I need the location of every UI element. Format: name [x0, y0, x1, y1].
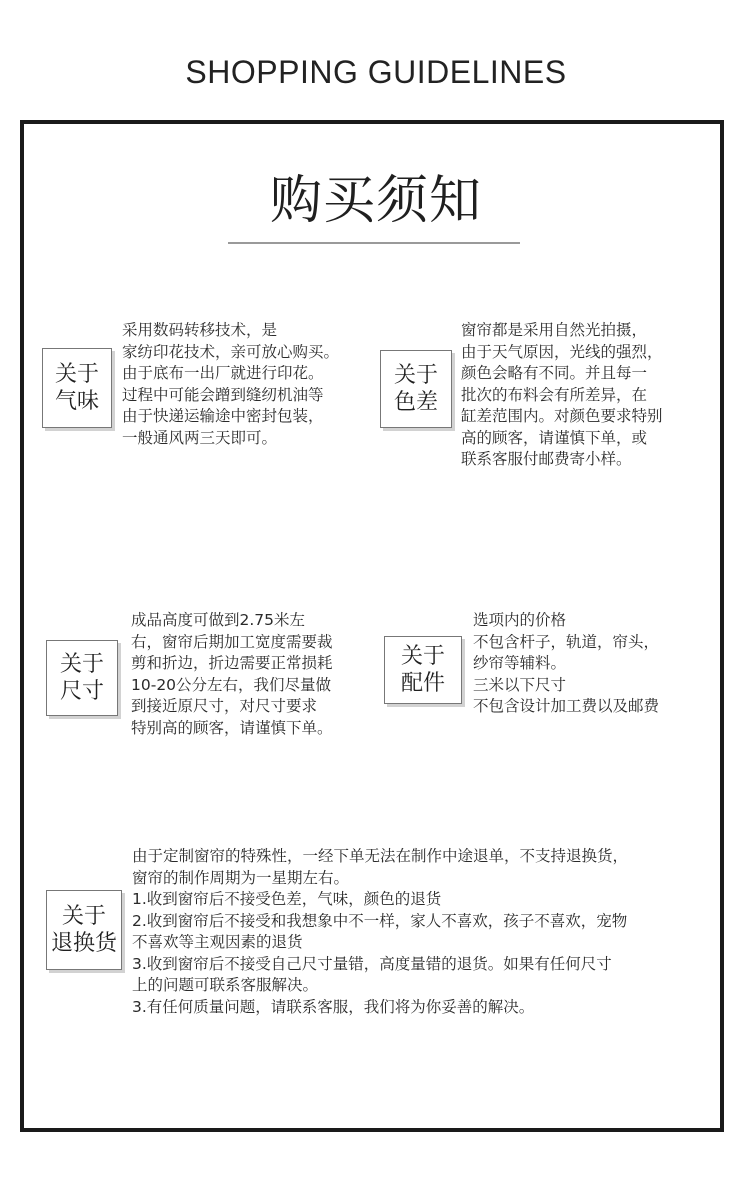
tag-color-line-2: 色差: [393, 390, 438, 415]
text-smell-line: 由于底布一出厂就进行印花。: [122, 364, 324, 382]
text-color-line: 批次的布料会有所差异，在: [461, 385, 648, 404]
text-accessories-line: 三米以下尺寸: [473, 675, 567, 694]
text-accessories-line: 不包含设计加工费以及邮费: [473, 697, 660, 715]
tag-size: [46, 640, 118, 716]
tag-returns-line-2: 退换货: [50, 931, 117, 956]
tag-size-line-1: 关于: [59, 652, 104, 677]
text-returns-line: 上的问题可联系客服解决。: [132, 976, 319, 994]
text-smell-line: 过程中可能会蹭到缝纫机油等: [122, 385, 324, 404]
tag-smell-line-2: 气味: [54, 389, 99, 414]
section-title: 购买须知: [269, 171, 482, 231]
text-color-line: 由于天气原因，光线的强烈，: [461, 342, 663, 361]
text-color-line: 联系客服付邮费寄小样。: [461, 450, 632, 468]
text-color-line: 缸差范围内。对颜色要求特别: [461, 407, 663, 425]
text-accessories-line: 选项内的价格: [473, 611, 567, 629]
text-smell-line: 家纺印花技术，亲可放心购买。: [122, 342, 340, 361]
tag-accessories: [384, 636, 462, 704]
page-heading-en: SHOPPING GUIDELINES: [185, 54, 567, 90]
text-color-line: 颜色会略有不同。并且每一: [461, 364, 648, 382]
tag-color-line-1: 关于: [393, 363, 438, 388]
text-size: [131, 610, 333, 739]
tag-accessories-line-1: 关于: [400, 644, 445, 669]
tag-smell-line-1: 关于: [54, 362, 99, 387]
title-divider: [228, 242, 520, 244]
tag-smell: [42, 348, 112, 428]
text-returns-line: 由于定制窗帘的特殊性，一经下单无法在制作中途退单，不支持退换货，: [132, 847, 629, 865]
text-returns-line: 1.收到窗帘后不接受色差，气味，颜色的退货: [132, 890, 442, 908]
text-accessories-line: 纱帘等辅料。: [473, 654, 567, 672]
text-color-line: 窗帘都是采用自然光拍摄，: [461, 321, 648, 339]
text-size-line: 特别高的顾客，请谨慎下单。: [131, 718, 333, 737]
text-returns-line: 3.收到窗帘后不接受自己尺寸量错，高度量错的退货。如果有任何尺寸: [132, 954, 612, 973]
text-smell-line: 由于快递运输途中密封包装，: [122, 407, 324, 425]
text-size-line: 10-20公分左右，我们尽量做: [131, 675, 332, 694]
text-size-line: 右，窗帘后期加工宽度需要裁: [131, 632, 333, 651]
text-smell: [122, 320, 339, 449]
text-size-line: 到接近原尺寸，对尺寸要求: [131, 697, 318, 715]
text-color-line: 高的顾客，请谨慎下单，或: [461, 428, 648, 447]
text-returns-line: 窗帘的制作周期为一星期左右。: [132, 868, 350, 887]
tag-color: [380, 350, 452, 428]
tag-returns: [46, 890, 122, 970]
text-accessories: [473, 610, 659, 718]
text-size-line: 剪和折边，折边需要正常损耗: [131, 654, 333, 672]
text-accessories-line: 不包含杆子，轨道，帘头，: [473, 632, 660, 651]
text-returns-line: 2.收到窗帘后不接受和我想象中不一样，家人不喜欢，孩子不喜欢，宠物: [132, 911, 628, 930]
text-smell-line: 采用数码转移技术，是: [122, 321, 278, 339]
tag-size-line-2: 尺寸: [59, 679, 104, 704]
text-returns: [132, 846, 628, 1018]
text-returns-line: 不喜欢等主观因素的退货: [132, 933, 303, 951]
text-color: [461, 320, 663, 471]
text-returns-line: 3.有任何质量问题，请联系客服，我们将为你妥善的解决。: [132, 997, 535, 1016]
tag-accessories-line-2: 配件: [400, 671, 445, 696]
text-size-line: 成品高度可做到2.75米左: [131, 611, 306, 629]
tag-returns-line-1: 关于: [61, 904, 106, 929]
text-smell-line: 一般通风两三天即可。: [122, 428, 278, 447]
